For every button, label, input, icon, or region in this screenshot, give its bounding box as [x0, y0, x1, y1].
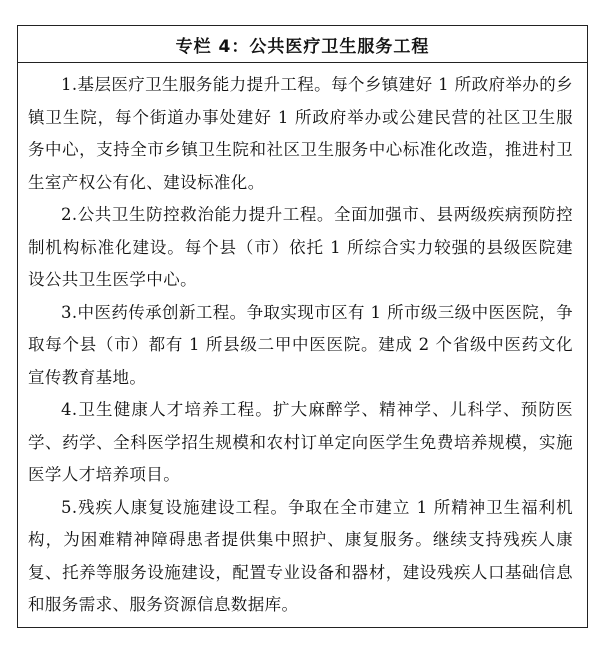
project-item-primary-care: 1.基层医疗卫生服务能力提升工程。每个乡镇建好 1 所政府举办的乡镇卫生院，每个街道办事处建好 1 所政府举办或公建民营的社区卫生服务中心，支持全市乡镇卫生院和社区卫生服务中心标准化改造，推进村卫生室产权公有化、建设标准化。: [28, 75, 573, 192]
project-item-talent: 4.卫生健康人才培养工程。扩大麻醉学、精神学、儿科学、预防医学、药学、全科医学招生规模和农村订单定向医学生免费培养规模，实施医学人才培养项目。: [28, 400, 573, 484]
project-item-rehabilitation: 5.残疾人康复设施建设工程。争取在全市建立 1 所精神卫生福利机构，为困难精神障碍患者提供集中照护、康复服务。继续支持残疾人康复、托养等服务设施建设，配置专业设备和器材，建设残疾人口基础信息和服务需求、服务资源信息数据库。: [28, 497, 573, 614]
project-item-tcm: 3.中医药传承创新工程。争取实现市区有 1 所市级三级中医医院，争取每个县（市）都有 1 所县级二甲中医医院。建成 2 个省级中医药文化宣传教育基地。: [28, 302, 573, 387]
special-column-header: [18, 26, 587, 63]
project-item-public-health: 2.公共卫生防控救治能力提升工程。全面加强市、县两级疾病预防控制机构标准化建设。每个县（市）依托 1 所综合实力较强的县级医院建设公共卫生医学中心。: [28, 205, 573, 289]
special-column-title: 专栏 4：公共医疗卫生服务工程: [175, 36, 430, 57]
special-column-body: [18, 63, 587, 622]
special-column-box: [17, 25, 588, 628]
